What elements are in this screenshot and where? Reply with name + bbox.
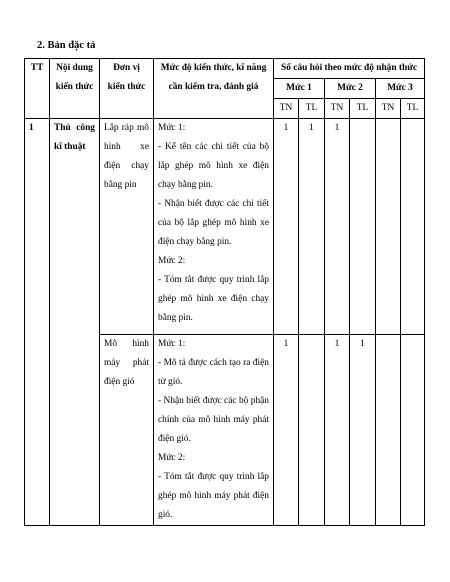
count-cell: 1 <box>325 335 350 526</box>
header-level-3: Mức 3 <box>376 79 425 99</box>
count-cell: 1 <box>350 335 376 526</box>
header-tl: TL <box>401 99 425 119</box>
header-tn: TN <box>274 99 299 119</box>
count-cell <box>376 119 401 335</box>
count-cell <box>376 335 401 526</box>
count-cell <box>401 335 425 526</box>
specification-table <box>24 58 425 526</box>
header-tt: TT <box>25 59 50 119</box>
count-cell: 1 <box>325 119 350 335</box>
header-tn: TN <box>376 99 401 119</box>
header-unit: Đơn vị kiến thức <box>100 59 154 119</box>
count-cell: 1 <box>299 119 325 335</box>
description-cell: Mức 1: - Mô tả được cách tạo ra điện từ gió. - Nhận biết được các bộ phận chính của mô hình máy phát điện gió. Mức 2: - Tóm tắt được quy trình lắp ghép mô hình máy phát điện gió. <box>154 335 274 526</box>
count-cell <box>401 119 425 335</box>
count-cell <box>350 119 376 335</box>
count-cell: 1 <box>274 335 299 526</box>
header-level-2: Mức 2 <box>325 79 376 99</box>
header-tl: TL <box>350 99 376 119</box>
row-number: 1 <box>25 119 50 526</box>
unit-cell: Mô hình máy phát điện gió <box>100 335 154 526</box>
unit-cell: Lắp ráp mô hình xe điện chạy bằng pin <box>100 119 154 335</box>
table-row <box>25 119 425 335</box>
count-cell: 1 <box>274 119 299 335</box>
header-tn: TN <box>325 99 350 119</box>
header-questions: Số câu hỏi theo mức độ nhận thức <box>274 59 425 79</box>
count-cell <box>299 335 325 526</box>
header-tl: TL <box>299 99 325 119</box>
header-content: Nội dung kiến thức <box>50 59 100 119</box>
content-cell: Thủ công kĩ thuật <box>50 119 100 526</box>
header-level-desc: Mức độ kiến thức, kĩ năng cần kiểm tra, đánh giá <box>154 59 274 119</box>
description-cell: Mức 1: - Kể tên các chi tiết của bộ lắp ghép mô hình xe điện chạy bằng pin. - Nhận biết được các chi tiết của bộ lắp ghép mô hình xe điện chạy bằng pin. Mức 2: - Tóm tắt được quy trình lắp ghép mô hình xe điện chạy bằng pin. <box>154 119 274 335</box>
section-heading: 2. Bản đặc tả <box>37 40 96 51</box>
header-level-1: Mức 1 <box>274 79 325 99</box>
